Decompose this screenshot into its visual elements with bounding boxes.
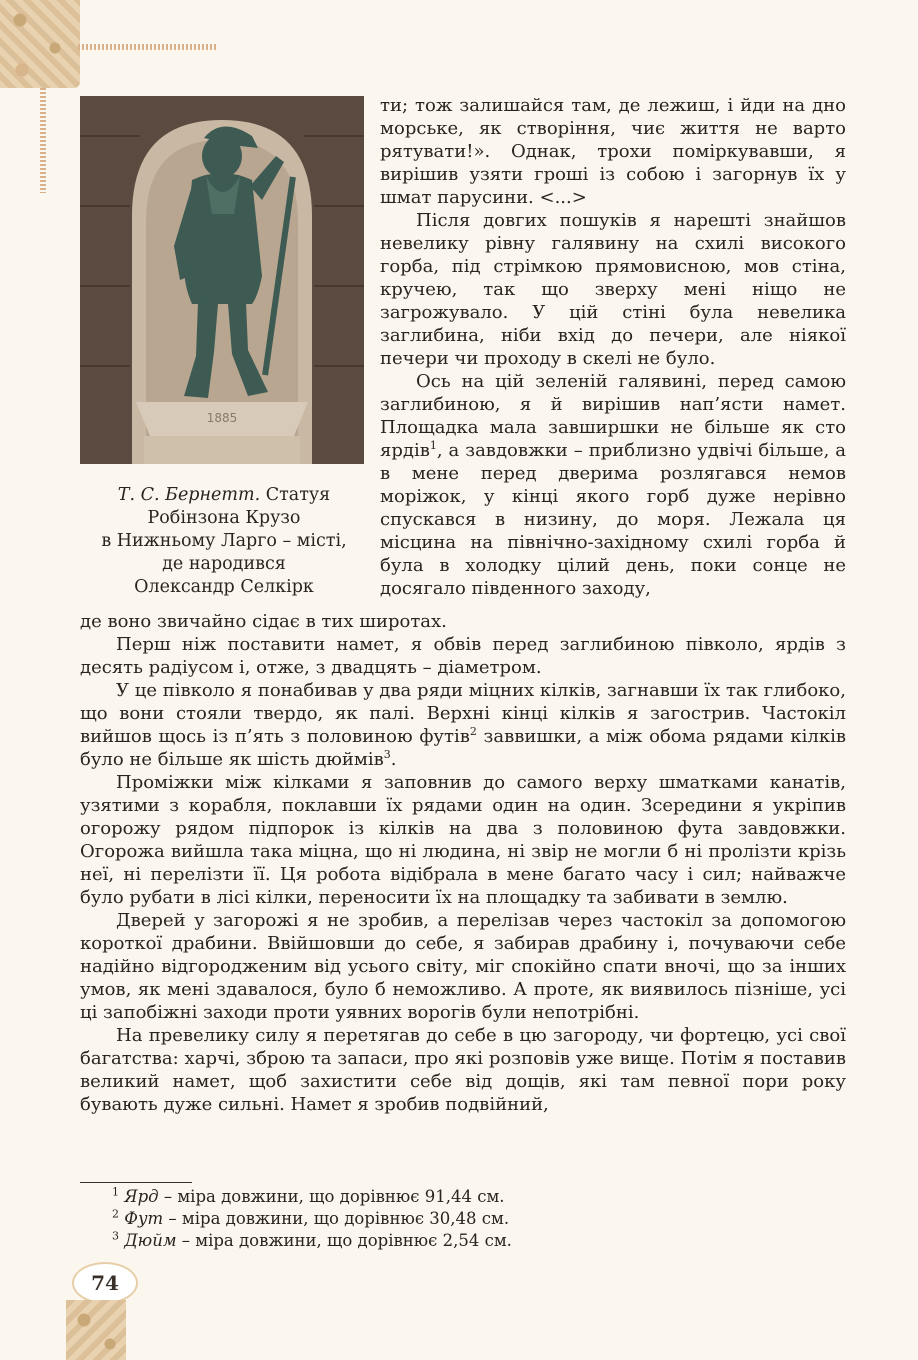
footnote [112,1230,812,1252]
footnote-divider [80,1182,192,1183]
paragraph: На превелику силу я перетягав до себе в цю загороду, чи фортецю, усі свої багатства: харчі, зброю та запаси, про які розповів уже вище. Потім я поставив великий намет, щоб захистити себе від дощів, які там певної пори року бувають дуже сильні. Намет я зробив подвійний, [80,1025,846,1115]
footnote-term: Фут [124,1209,164,1228]
footnote [112,1208,812,1230]
statue-photo [80,96,364,464]
paragraph: Перш ніж поставити намет, я обвів перед заглибиною півколо, ярдів з десять радіусом і, отже, з двадцять – діаметром. [80,634,846,678]
footnote-number: 3 [112,1229,119,1243]
paragraph-text: Ось на цій зеленій галявині, перед самою заглибиною, я й вирішив нап’ясти намет. Площадка мала завширшки не більше як сто ярдів [380,371,846,461]
paragraph: ти; тож залишайся там, де лежиш, і йди на дно морське, як створіння, чиє життя не варто рятувати!». Однак, трохи поміркувавши, я вирішив узяти гроші із собою і загорнув їх у шмат парусини. <...> [380,95,846,208]
paragraph: Після довгих пошуків я нарешті знайшов невелику рівну галявину на схилі високого горба, під стрімкою прямовисною, мов стіна, кручею, так що зверху мені ніщо не загрожувало. У цій стіні була невелика заглибина, ніби вхід до печери, але ніякої печери чи проходу в скелі не було. [380,210,846,369]
footnote-text: – міра довжини, що дорівнює 30,48 см. [163,1209,510,1228]
caption-line: Робінзона Крузо [147,508,301,528]
decorative-dotted-rule [78,44,216,50]
photo-caption [96,484,352,599]
footnotes [112,1186,812,1252]
corner-ornament-bottom [66,1300,126,1360]
caption-line: де народився [162,554,286,574]
paragraph-text: , а завдовжки – приблизно удвічі більше, а в мене перед дверима розлягався немов моріжок, у кінці якого горб дуже нерівно спускався в низину, до моря. Лежала ця місцина на північно-західному схилі горба й була в холодку цілий день, поки сонце не досягало південного заходу, [380,440,846,599]
footnote-ref: 3 [383,748,391,761]
footnote-text: – міра довжини, що дорівнює 91,44 см. [158,1187,505,1206]
footnote-term: Ярд [124,1187,159,1206]
corner-ornament [0,0,80,88]
paragraph: Дверей у загорожі я не зробив, а перелізав через частокіл за допомогою короткої драбини. Ввійшовши до себе, я забирав драбину і, почуваючи себе надійно відгородженим від усього світу, міг спокійно спати вночі, що за інших умов, як мені здавалося, було б неможливо. А проте, як виявилось пізніше, усі ці запобіжні заходи проти уявних ворогів були непотрібні. [80,910,846,1023]
paragraph [380,370,846,600]
footnote-term: Дюйм [124,1231,177,1250]
footnote-ref: 1 [429,439,437,452]
footnote-number: 2 [112,1207,119,1221]
caption-line: Статуя [260,485,331,505]
paragraph-text: . [390,749,397,770]
page-number: 74 [72,1262,138,1304]
footnote [112,1186,812,1208]
paragraph: Проміжки між кілками я заповнив до самого верху шматками канатів, узятими з корабля, поклавши їх рядами один на один. Зсередини я укріпив огорожу рядом підпорок із кілків на два з половиною фута завдовжки. Огорожа вийшла така міцна, що ні людина, ні звір не могли б ні пролізти крізь неї, ні перелізти її. Ця робота відібрала в мене багато часу і сил; найважче було рубати в лісі кілки, переносити їх на площадку та забивати в землю. [80,772,846,908]
body-text [80,610,846,1116]
footnote-number: 1 [112,1185,119,1199]
paragraph: де воно звичайно сідає в тих широтах. [80,611,447,632]
paragraph-text: У це півколо я понабивав у два ряди міцних кілків, загнавши їх так глибоко, що вони стояли твердо, як палі. Верхні кінці кілків я загострив. Частокіл вийшов щось із п’ять з половиною футів [80,680,846,747]
caption-author: Т. С. Бернетт. [117,485,261,505]
column-text [380,94,846,600]
paragraph [80,679,846,771]
caption-line: Олександр Селкірк [134,577,314,597]
footnote-ref: 2 [469,725,477,738]
decorative-dotted-rule-vertical [40,88,46,193]
footnote-text: – міра довжини, що дорівнює 2,54 см. [176,1231,512,1250]
plinth-inscription: 1885 [206,411,238,425]
caption-line: в Нижньому Ларго – місті, [101,531,347,551]
paragraph-text: заввишки, а між обома рядами кілків було не більше як шість дюймів [80,726,846,770]
